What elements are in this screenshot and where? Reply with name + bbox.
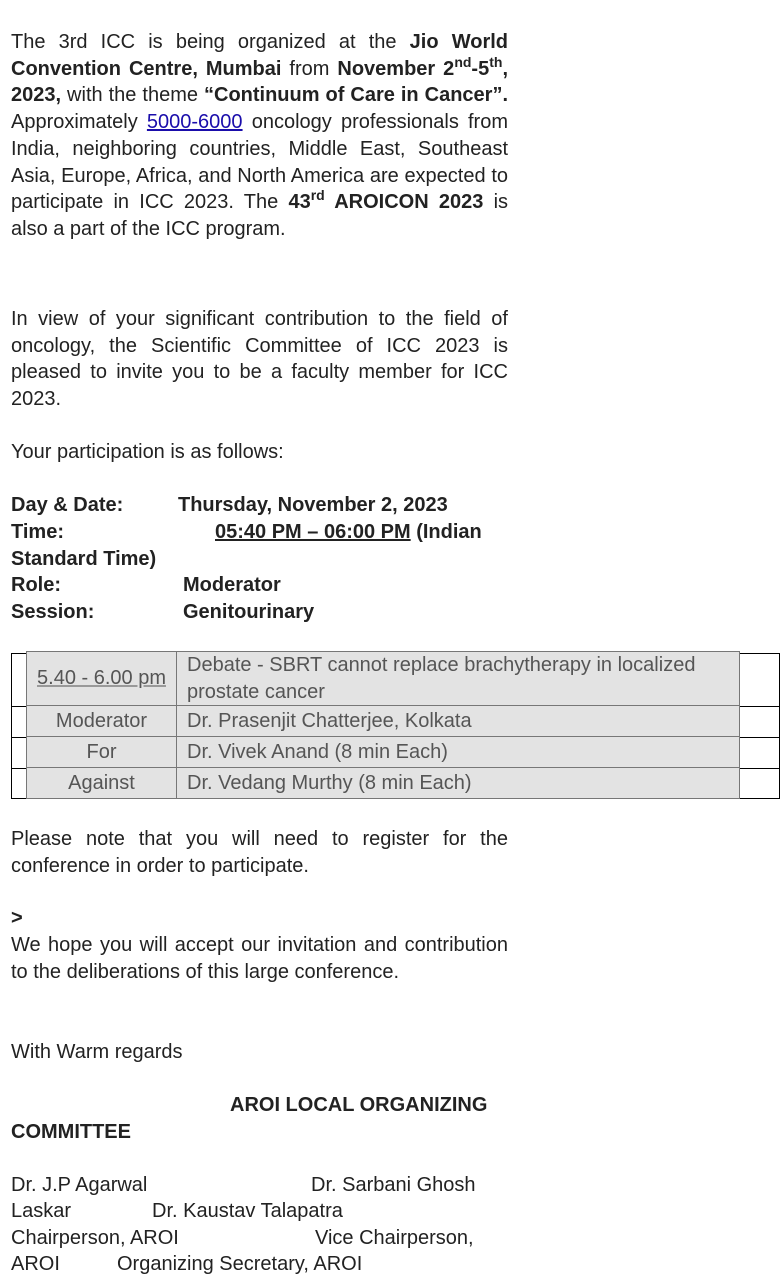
sup-rd: rd: [310, 187, 325, 204]
row-role: Moderator: [27, 706, 177, 737]
signature-ghosh: Dr. Sarbani Ghosh: [311, 1174, 476, 1196]
session-label: Session:: [11, 601, 95, 623]
table-row: [27, 768, 740, 799]
schedule-table: [26, 651, 740, 799]
row-time: 5.40 - 6.00 pm: [27, 652, 177, 706]
time-value: 05:40 PM – 06:00 PM: [215, 521, 411, 543]
intro-text-1: The 3rd ICC is being organized at the: [11, 31, 410, 53]
intro-text-2: from: [281, 57, 338, 80]
intro-text-6: is also a part of the ICC program.: [11, 191, 509, 240]
time-label: Time:: [11, 521, 64, 543]
invite-paragraph: In view of your significant contribution to the field of oncology, the Scientific Committee of ICC 2023 is pleased to invite you to be a faculty member for ICC 2023.: [11, 308, 508, 411]
time-row: [215, 519, 482, 546]
time-suffix: (Indian: [410, 521, 482, 543]
row-person: Dr. Vedang Murthy (8 min Each): [177, 768, 740, 799]
day-label: Day & Date:: [11, 494, 124, 516]
row-person: Dr. Prasenjit Chatterjee, Kolkata: [177, 706, 740, 737]
row-role: For: [27, 737, 177, 768]
signature-aroi: AROI: [11, 1253, 60, 1275]
row-topic: Debate - SBRT cannot replace brachytherapy in localized prostate cancer: [177, 652, 740, 706]
table-row: [27, 652, 740, 706]
participation-lead: Your participation is as follows:: [11, 441, 284, 463]
table-row: [27, 706, 740, 737]
gt-marker: >: [11, 907, 23, 929]
signature-talapatra: Dr. Kaustav Talapatra: [152, 1200, 343, 1222]
regards: With Warm regards: [11, 1041, 183, 1063]
session-value: Genitourinary: [183, 601, 315, 623]
signature-agarwal: Dr. J.P Agarwal: [11, 1174, 148, 1196]
row-person: Dr. Vivek Anand (8 min Each): [177, 737, 740, 768]
intro-text-5: oncology professionals from India, neighboring countries, Middle East, Southeast Asia, Europe, Africa, and North America are expected to participate in ICC 2023. The: [11, 111, 508, 214]
role-label: Role:: [11, 574, 61, 596]
date-start: November 2: [337, 57, 455, 80]
aroicon-number: 43: [288, 191, 311, 214]
row-role: Against: [27, 768, 177, 799]
intro-text-3: with the theme: [61, 84, 204, 107]
role-value: Moderator: [183, 574, 281, 596]
sup-nd: nd: [454, 53, 472, 70]
date-year: , 2023,: [11, 57, 508, 107]
intro-paragraph: [11, 29, 508, 243]
theme: “Continuum of Care in Cancer”.: [204, 84, 508, 107]
signature-laskar: Laskar: [11, 1200, 72, 1222]
committee-line-2: COMMITTEE: [11, 1121, 131, 1143]
signature-vice-chair: Vice Chairperson,: [315, 1227, 474, 1249]
signature-chair: Chairperson, AROI: [11, 1227, 179, 1249]
register-note: Please note that you will need to register for the conference in order to participate.: [11, 828, 508, 877]
hope-paragraph: We hope you will accept our invitation and contribution to the deliberations of this large conference.: [11, 934, 508, 983]
day-value: Thursday, November 2, 2023: [178, 494, 448, 516]
sup-th: th: [489, 53, 503, 70]
intro-text-4: Approximately: [11, 111, 147, 134]
venue: Jio World Convention Centre, Mumbai: [11, 31, 509, 80]
table-row: [27, 737, 740, 768]
committee-line-1: AROI LOCAL ORGANIZING: [230, 1094, 488, 1116]
count-link[interactable]: 5000-6000: [146, 111, 243, 134]
signature-secretary: Organizing Secretary, AROI: [117, 1253, 363, 1275]
date-dash: -5: [471, 57, 490, 80]
aroicon-name: AROICON 2023: [324, 191, 484, 214]
time-suffix-2: Standard Time): [11, 548, 157, 570]
